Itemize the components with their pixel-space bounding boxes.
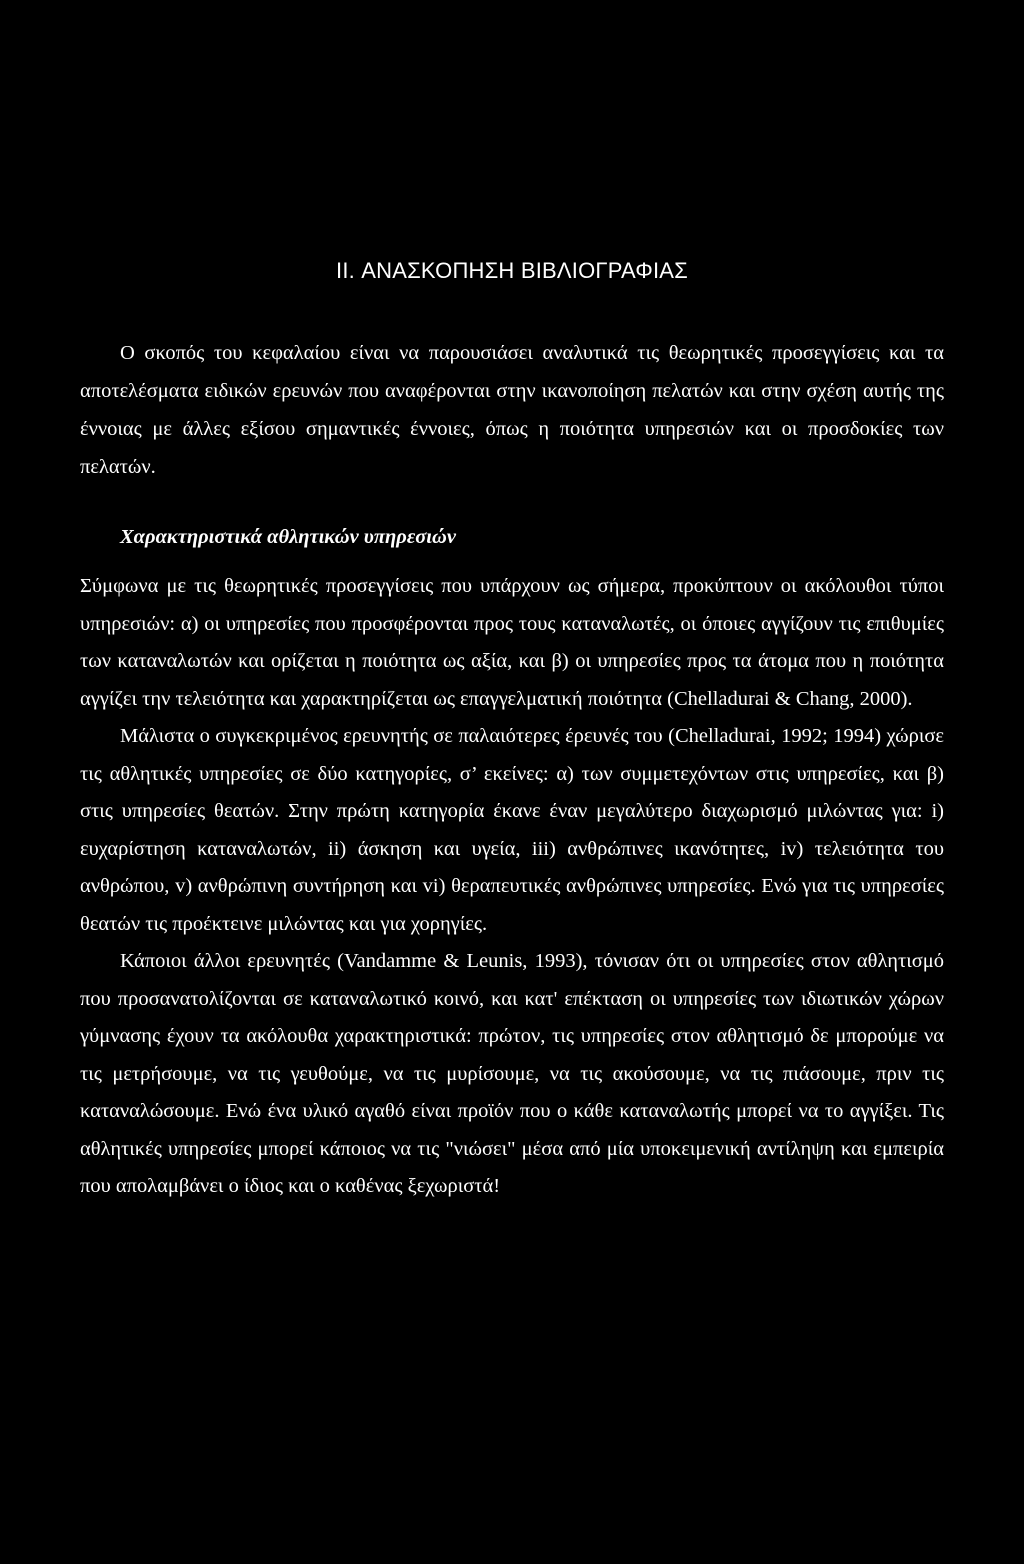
intro-paragraph: Ο σκοπός του κεφαλαίου είναι να παρουσιάσει αναλυτικά τις θεωρητικές προσεγγίσεις και τα αποτελέσματα ειδικών ερευνών που αναφέρονται στην ικανοποίηση πελατών και στην σχέση αυτής της έννοιας με άλλες εξίσου σημαντικές έννοιες, όπως η ποιότητα υπηρεσιών και οι προσδοκίες των πελατών. bbox=[80, 342, 944, 478]
section-body bbox=[80, 568, 944, 1206]
body-paragraph: Σύμφωνα με τις θεωρητικές προσεγγίσεις που υπάρχουν ως σήμερα, προκύπτουν οι ακόλουθοι τύποι υπηρεσιών: α) οι υπηρεσίες που προσφέρονται προς τους καταναλωτές, οι όποιες αγγίζουν τις επιθυμίες των καταναλωτών και ορίζεται η ποιότητα ως αξία, και β) οι υπηρεσίες προς τα άτομα που η ποιότητα αγγίζει την τελειότητα και χαρακτηρίζεται ως επαγγελματική ποιότητα (Chelladurai & Chang, 2000). bbox=[80, 575, 944, 710]
section-title: Χαρακτηριστικά αθλητικών υπηρεσιών bbox=[120, 526, 456, 548]
chapter-heading: II. ΑΝΑΣΚΟΠΗΣΗ ΒΙΒΛΙΟΓΡΑΦΙΑΣ bbox=[336, 258, 688, 283]
body-paragraph: Κάποιοι άλλοι ερευνητές (Vandamme & Leunis, 1993), τόνισαν ότι οι υπηρεσίες στον αθλητισμό που προσανατολίζονται σε καταναλωτικό κοινό, και κατ' επέκταση οι υπηρεσίες των ιδιωτικών χώρων γύμνασης έχουν τα ακόλουθα χαρακτηριστικά: πρώτον, τις υπηρεσίες στον αθλητισμό δε μπορούμε να τις μετρήσουμε, να τις γευθούμε, να τις μυρίσουμε, να τις ακούσουμε, να τις πιάσουμε, πριν τις καταναλώσουμε. Ενώ ένα υλικό αγαθό είναι προϊόν που ο κάθε καταναλωτής μπορεί να το αγγίξει. Τις αθλητικές υπηρεσίες μπορεί κάποιος να τις "νιώσει" μέσα από μία υποκειμενική αντίληψη και εμπειρία που απολαμβάνει ο ίδιος και ο καθένας ξεχωριστά! bbox=[80, 950, 944, 1197]
document-page bbox=[80, 0, 944, 1564]
body-paragraph: Μάλιστα ο συγκεκριμένος ερευνητής σε παλαιότερες έρευνές του (Chelladurai, 1992; 1994) χώρισε τις αθλητικές υπηρεσίες σε δύο κατηγορίες, σ’ εκείνες: α) των συμμετεχόντων στις υπηρεσίες, και β) στις υπηρεσίες θεατών. Στην πρώτη κατηγορία έκανε έναν μεγαλύτερο διαχωρισμό μιλώντας για: i) ευχαρίστηση καταναλωτών, ii) άσκηση και υγεία, iii) ανθρώπινες ικανότητες, iv) τελειότητα του ανθρώπου, v) ανθρώπινη συντήρηση και vi) θεραπευτικές ανθρώπινες υπηρεσίες. Ενώ για τις υπηρεσίες θεατών τις προέκτεινε μιλώντας και για χορηγίες. bbox=[80, 725, 944, 935]
